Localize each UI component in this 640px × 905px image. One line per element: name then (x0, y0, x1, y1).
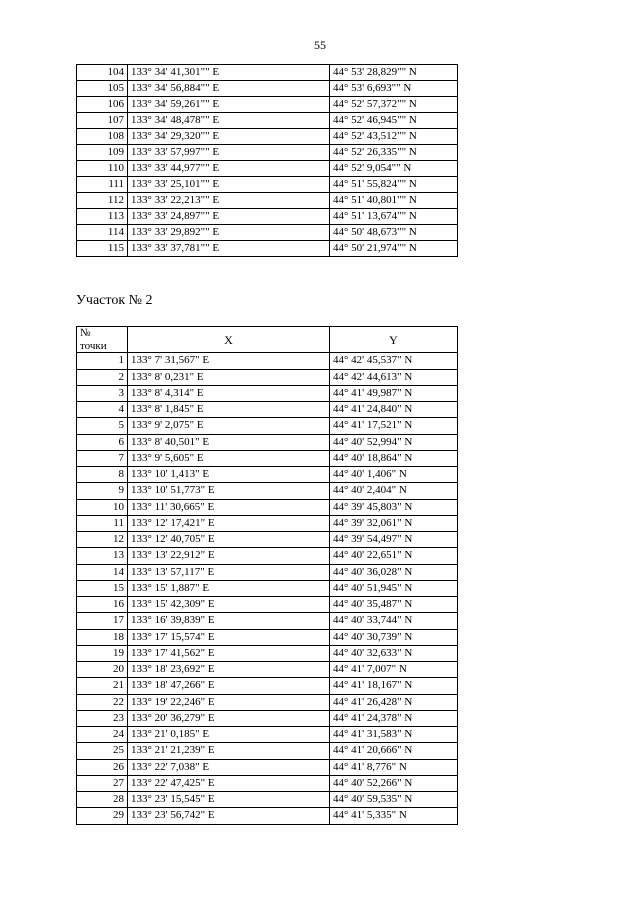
longitude-cell: 133° 34' 48,478"" E (128, 113, 330, 129)
table-row (77, 434, 458, 450)
table-row (77, 483, 458, 499)
latitude-cell: 44° 42' 45,537" N (330, 353, 458, 369)
latitude-cell: 44° 40' 52,266" N (330, 775, 458, 791)
latitude-cell: 44° 51' 40,801"" N (330, 193, 458, 209)
point-number-cell: 8 (77, 467, 128, 483)
point-number-cell: 11 (77, 515, 128, 531)
longitude-cell: 133° 10' 1,413" E (128, 467, 330, 483)
table-row (77, 225, 458, 241)
latitude-cell: 44° 52' 9,054"" N (330, 161, 458, 177)
point-number-cell: 9 (77, 483, 128, 499)
longitude-cell: 133° 21' 0,185" E (128, 727, 330, 743)
point-number-cell: 27 (77, 775, 128, 791)
latitude-cell: 44° 41' 18,167" N (330, 678, 458, 694)
point-number-cell: 19 (77, 645, 128, 661)
point-number-cell: 106 (77, 97, 128, 113)
latitude-cell: 44° 41' 20,666" N (330, 743, 458, 759)
table-row (77, 580, 458, 596)
latitude-cell: 44° 41' 49,987" N (330, 385, 458, 401)
longitude-cell: 133° 34' 59,261"" E (128, 97, 330, 113)
longitude-cell: 133° 15' 42,309" E (128, 597, 330, 613)
point-number-cell: 12 (77, 532, 128, 548)
header-point-number (77, 327, 128, 353)
longitude-cell: 133° 12' 40,705" E (128, 532, 330, 548)
table-row (77, 678, 458, 694)
point-number-cell: 7 (77, 450, 128, 466)
table-row (77, 193, 458, 209)
longitude-cell: 133° 23' 15,545" E (128, 792, 330, 808)
point-number-cell: 112 (77, 193, 128, 209)
point-number-cell: 104 (77, 65, 128, 81)
latitude-cell: 44° 41' 24,840" N (330, 402, 458, 418)
latitude-cell: 44° 41' 31,583" N (330, 727, 458, 743)
point-number-cell: 113 (77, 209, 128, 225)
header-y: Y (330, 327, 458, 353)
longitude-cell: 133° 33' 37,781"" E (128, 241, 330, 257)
table-row (77, 369, 458, 385)
longitude-cell: 133° 8' 0,231" E (128, 369, 330, 385)
point-number-cell: 21 (77, 678, 128, 694)
longitude-cell: 133° 33' 25,101"" E (128, 177, 330, 193)
latitude-cell: 44° 41' 7,007" N (330, 662, 458, 678)
latitude-cell: 44° 40' 32,633" N (330, 645, 458, 661)
latitude-cell: 44° 40' 18,864" N (330, 450, 458, 466)
table-row (77, 385, 458, 401)
latitude-cell: 44° 41' 24,378" N (330, 710, 458, 726)
longitude-cell: 133° 33' 22,213"" E (128, 193, 330, 209)
longitude-cell: 133° 8' 40,501" E (128, 434, 330, 450)
latitude-cell: 44° 40' 59,535" N (330, 792, 458, 808)
point-number-cell: 109 (77, 145, 128, 161)
latitude-cell: 44° 40' 51,945" N (330, 580, 458, 596)
section-title: Участок № 2 (76, 293, 153, 308)
point-number-cell: 13 (77, 548, 128, 564)
table-row (77, 177, 458, 193)
table-row (77, 645, 458, 661)
longitude-cell: 133° 17' 15,574" E (128, 629, 330, 645)
longitude-cell: 133° 33' 44,977"" E (128, 161, 330, 177)
latitude-cell: 44° 41' 5,335" N (330, 808, 458, 824)
table-row (77, 727, 458, 743)
longitude-cell: 133° 19' 22,246" E (128, 694, 330, 710)
latitude-cell: 44° 41' 8,776" N (330, 759, 458, 775)
longitude-cell: 133° 17' 41,562" E (128, 645, 330, 661)
longitude-cell: 133° 22' 7,038" E (128, 759, 330, 775)
table-row (77, 564, 458, 580)
point-number-cell: 108 (77, 129, 128, 145)
latitude-cell: 44° 40' 30,739" N (330, 629, 458, 645)
longitude-cell: 133° 9' 5,605" E (128, 450, 330, 466)
table-row (77, 402, 458, 418)
longitude-cell: 133° 20' 36,279" E (128, 710, 330, 726)
point-number-cell: 5 (77, 418, 128, 434)
latitude-cell: 44° 40' 52,994" N (330, 434, 458, 450)
latitude-cell: 44° 50' 21,974"" N (330, 241, 458, 257)
table-row (77, 418, 458, 434)
longitude-cell: 133° 13' 57,117" E (128, 564, 330, 580)
longitude-cell: 133° 13' 22,912" E (128, 548, 330, 564)
point-number-cell: 26 (77, 759, 128, 775)
page-number: 55 (314, 38, 326, 52)
latitude-cell: 44° 39' 54,497" N (330, 532, 458, 548)
latitude-cell: 44° 52' 43,512"" N (330, 129, 458, 145)
table-row (77, 662, 458, 678)
point-number-cell: 4 (77, 402, 128, 418)
table-row (77, 353, 458, 369)
table-row (77, 792, 458, 808)
point-number-cell: 107 (77, 113, 128, 129)
point-number-cell: 16 (77, 597, 128, 613)
table-row (77, 694, 458, 710)
table-row (77, 629, 458, 645)
latitude-cell: 44° 53' 28,829"" N (330, 65, 458, 81)
longitude-cell: 133° 33' 24,897"" E (128, 209, 330, 225)
point-number-cell: 110 (77, 161, 128, 177)
latitude-cell: 44° 40' 36,028" N (330, 564, 458, 580)
table-row (77, 548, 458, 564)
table-row (77, 532, 458, 548)
table-row (77, 467, 458, 483)
header-x: X (128, 327, 330, 353)
header-num-word: точки (80, 339, 107, 352)
coordinates-table-1-body (77, 65, 458, 257)
longitude-cell: 133° 34' 29,320"" E (128, 129, 330, 145)
table-row (77, 145, 458, 161)
point-number-cell: 6 (77, 434, 128, 450)
point-number-cell: 25 (77, 743, 128, 759)
point-number-cell: 17 (77, 613, 128, 629)
latitude-cell: 44° 40' 2,404" N (330, 483, 458, 499)
table-row (77, 241, 458, 257)
longitude-cell: 133° 12' 17,421" E (128, 515, 330, 531)
point-number-cell: 2 (77, 369, 128, 385)
point-number-cell: 24 (77, 727, 128, 743)
longitude-cell: 133° 8' 4,314" E (128, 385, 330, 401)
coordinates-table-1 (76, 64, 458, 257)
longitude-cell: 133° 33' 57,997"" E (128, 145, 330, 161)
point-number-cell: 114 (77, 225, 128, 241)
table-row (77, 450, 458, 466)
coordinates-table-2-body (77, 353, 458, 824)
table-row (77, 743, 458, 759)
point-number-cell: 15 (77, 580, 128, 596)
longitude-cell: 133° 16' 39,839" E (128, 613, 330, 629)
longitude-cell: 133° 18' 47,266" E (128, 678, 330, 694)
table-header-row (77, 327, 458, 353)
latitude-cell: 44° 53' 6,693"" N (330, 81, 458, 97)
longitude-cell: 133° 11' 30,665" E (128, 499, 330, 515)
latitude-cell: 44° 42' 44,613" N (330, 369, 458, 385)
table-row (77, 81, 458, 97)
latitude-cell: 44° 40' 1,406" N (330, 467, 458, 483)
table-row (77, 209, 458, 225)
longitude-cell: 133° 15' 1,887" E (128, 580, 330, 596)
table-row (77, 710, 458, 726)
table-row (77, 65, 458, 81)
point-number-cell: 22 (77, 694, 128, 710)
point-number-cell: 23 (77, 710, 128, 726)
latitude-cell: 44° 41' 26,428" N (330, 694, 458, 710)
point-number-cell: 18 (77, 629, 128, 645)
latitude-cell: 44° 52' 26,335"" N (330, 145, 458, 161)
point-number-cell: 105 (77, 81, 128, 97)
longitude-cell: 133° 9' 2,075" E (128, 418, 330, 434)
table-row (77, 613, 458, 629)
point-number-cell: 3 (77, 385, 128, 401)
latitude-cell: 44° 50' 48,673"" N (330, 225, 458, 241)
header-num-symbol: № (80, 327, 91, 339)
longitude-cell: 133° 10' 51,773" E (128, 483, 330, 499)
latitude-cell: 44° 52' 46,945"" N (330, 113, 458, 129)
latitude-cell: 44° 51' 13,674"" N (330, 209, 458, 225)
point-number-cell: 1 (77, 353, 128, 369)
table-row (77, 597, 458, 613)
latitude-cell: 44° 39' 32,061" N (330, 515, 458, 531)
latitude-cell: 44° 41' 17,521" N (330, 418, 458, 434)
longitude-cell: 133° 34' 56,884"" E (128, 81, 330, 97)
table-row (77, 515, 458, 531)
longitude-cell: 133° 23' 56,742" E (128, 808, 330, 824)
table-row (77, 759, 458, 775)
point-number-cell: 111 (77, 177, 128, 193)
point-number-cell: 115 (77, 241, 128, 257)
latitude-cell: 44° 39' 45,803" N (330, 499, 458, 515)
point-number-cell: 20 (77, 662, 128, 678)
longitude-cell: 133° 7' 31,567" E (128, 353, 330, 369)
latitude-cell: 44° 40' 33,744" N (330, 613, 458, 629)
latitude-cell: 44° 40' 35,487" N (330, 597, 458, 613)
coordinates-table-2 (76, 326, 458, 825)
longitude-cell: 133° 18' 23,692" E (128, 662, 330, 678)
table-row (77, 113, 458, 129)
table-row (77, 499, 458, 515)
latitude-cell: 44° 52' 57,372"" N (330, 97, 458, 113)
longitude-cell: 133° 21' 21,239" E (128, 743, 330, 759)
latitude-cell: 44° 51' 55,824"" N (330, 177, 458, 193)
point-number-cell: 28 (77, 792, 128, 808)
table-row (77, 129, 458, 145)
longitude-cell: 133° 8' 1,845" E (128, 402, 330, 418)
point-number-cell: 29 (77, 808, 128, 824)
longitude-cell: 133° 22' 47,425" E (128, 775, 330, 791)
point-number-cell: 10 (77, 499, 128, 515)
table-row (77, 808, 458, 824)
longitude-cell: 133° 33' 29,892"" E (128, 225, 330, 241)
table-row (77, 775, 458, 791)
table-row (77, 161, 458, 177)
latitude-cell: 44° 40' 22,651" N (330, 548, 458, 564)
point-number-cell: 14 (77, 564, 128, 580)
longitude-cell: 133° 34' 41,301"" E (128, 65, 330, 81)
table-row (77, 97, 458, 113)
